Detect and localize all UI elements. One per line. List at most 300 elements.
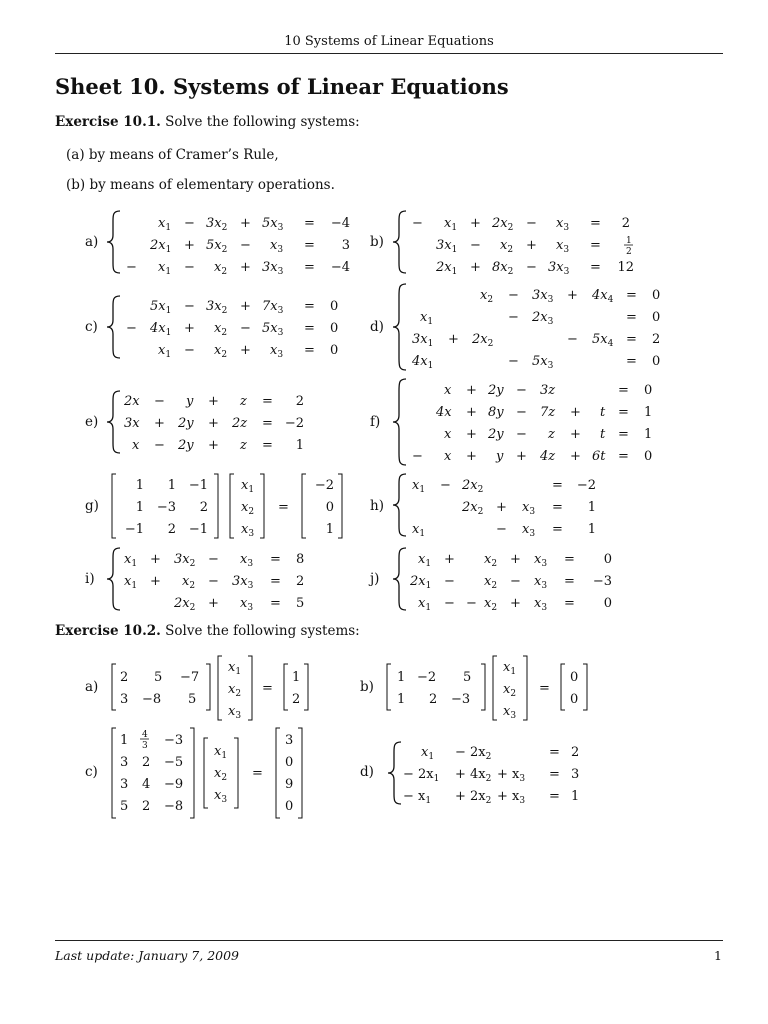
svg-text:0: 0 (330, 299, 339, 314)
svg-text:1: 1 (397, 692, 406, 707)
svg-text:8: 8 (296, 552, 305, 567)
svg-text:−2: −2 (417, 670, 437, 685)
svg-text:0: 0 (652, 354, 661, 369)
svg-text:+: + (526, 238, 537, 253)
svg-text:=: = (304, 321, 315, 336)
svg-text:−: − (154, 438, 165, 453)
svg-text:+: + (570, 449, 581, 464)
system-h (390, 472, 650, 542)
svg-text:=: = (304, 216, 315, 231)
label-c: c) (85, 764, 98, 780)
svg-text:x2: $x_2$ (228, 682, 242, 699)
svg-text:+: + (150, 552, 161, 567)
svg-text:−3: −3 (592, 574, 612, 589)
svg-text:1: 1 (644, 405, 653, 420)
svg-text:−: − (440, 478, 451, 493)
svg-text:2x2: $2x_2$ (472, 332, 494, 349)
svg-text:−: − (496, 522, 507, 537)
svg-text:x1: $x_1$ (158, 216, 172, 233)
svg-text:x2: $x_2$ (214, 321, 228, 338)
footer-rule (55, 940, 723, 941)
svg-text:12: 12 (617, 260, 634, 275)
svg-text:3x3: $3x_3$ (532, 288, 554, 305)
svg-text:−: − (466, 596, 477, 611)
svg-text:2: 2 (295, 394, 304, 409)
svg-text:+ x3: + $x_3$ (497, 789, 526, 806)
svg-text:+: + (154, 416, 165, 431)
svg-text:=: = (278, 500, 289, 515)
svg-text:x3: $x_3$ (241, 522, 255, 539)
svg-text:x1: $x_1$ (241, 478, 255, 495)
svg-text:2x2: $2x_2$ (462, 478, 484, 495)
svg-text:x1: $x_1$ (214, 744, 228, 761)
exercise-text: Solve the following systems: (165, 114, 360, 130)
svg-text:−8: −8 (142, 692, 162, 707)
svg-text:+: + (570, 405, 581, 420)
svg-text:+: + (184, 321, 195, 336)
running-header: 10 Systems of Linear Equations (284, 34, 494, 49)
svg-text:x1: $x_1$ (158, 260, 172, 277)
matrix-system-c (110, 726, 320, 826)
svg-text:−2: −2 (576, 478, 596, 493)
svg-text:2y: 2y (488, 383, 504, 398)
svg-text:=: = (549, 745, 560, 760)
svg-text:+: + (240, 260, 251, 275)
svg-text:3x2: $3x_2$ (206, 299, 228, 316)
svg-text:−1: −1 (188, 478, 208, 493)
svg-text:3x3: $3x_3$ (262, 260, 284, 277)
exercise-label: Exercise 10.1. (55, 114, 161, 130)
svg-text:3: 3 (341, 238, 350, 253)
svg-text:3x3: $3x_3$ (232, 574, 254, 591)
svg-text:y: y (186, 394, 194, 409)
svg-text:x2: $x_2$ (484, 552, 498, 569)
svg-text:−1: −1 (188, 522, 208, 537)
equation-system-svg (104, 294, 364, 360)
svg-text:3: 3 (120, 777, 129, 792)
svg-text:0: 0 (603, 596, 612, 611)
svg-text:9: 9 (285, 777, 294, 792)
svg-text:0: 0 (325, 500, 334, 515)
svg-text:−2: −2 (314, 478, 334, 493)
equation-system-svg (390, 209, 650, 275)
svg-text:=: = (552, 522, 563, 537)
svg-text:1: 1 (292, 670, 301, 685)
svg-text:− 2x2: − $2x_2$ (455, 745, 492, 762)
equation-system-svg (104, 389, 364, 455)
matrix-equation-svg (110, 726, 320, 822)
svg-text:x1: $x_1$ (503, 660, 517, 677)
svg-text:−: − (526, 260, 537, 275)
svg-text:4x1: $4x_1$ (412, 354, 434, 371)
svg-text:−: − (184, 343, 195, 358)
method-item-b: (b) by means of elementary operations. (66, 177, 335, 193)
svg-text:+: + (466, 405, 477, 420)
svg-text:−: − (516, 427, 527, 442)
svg-text:2z: 2z (232, 416, 248, 431)
svg-text:5: 5 (296, 596, 305, 611)
svg-text:=: = (564, 552, 575, 567)
svg-text:=: = (552, 478, 563, 493)
svg-text:−: − (508, 288, 519, 303)
svg-text:x3: $x_3$ (556, 238, 570, 255)
svg-text:−8: −8 (164, 799, 184, 814)
svg-text:=: = (549, 767, 560, 782)
svg-text:x1: $x_1$ (418, 596, 432, 613)
label-g: g) (85, 498, 99, 514)
svg-text:+ 4x2: + $4x_2$ (455, 767, 492, 784)
svg-text:0: 0 (603, 552, 612, 567)
svg-text:7x3: $7x_3$ (262, 299, 284, 316)
svg-text:3x1: $3x_1$ (412, 332, 434, 349)
svg-text:x2: $x_2$ (241, 500, 255, 517)
svg-text:x3: $x_3$ (228, 704, 242, 721)
svg-text:−5: −5 (164, 755, 184, 770)
svg-text:=: = (552, 500, 563, 515)
svg-text:+: + (448, 332, 459, 347)
svg-text:0: 0 (652, 288, 661, 303)
svg-text:2: 2 (142, 799, 151, 814)
system-a (104, 209, 364, 279)
svg-text:=: = (626, 332, 637, 347)
svg-text:7z: 7z (540, 405, 556, 420)
system-j (390, 546, 650, 616)
svg-text:x2: $x_2$ (182, 574, 196, 591)
svg-text:x1: $x_1$ (421, 745, 435, 762)
svg-text:=: = (626, 310, 637, 325)
matrix-system-a (110, 654, 310, 728)
svg-text:+: + (567, 288, 578, 303)
svg-text:5: 5 (120, 799, 129, 814)
svg-text:4x1: $4x_1$ (150, 321, 172, 338)
label-d: d) (370, 319, 384, 335)
svg-text:1: 1 (397, 670, 406, 685)
svg-text:4: 4 (142, 730, 148, 740)
svg-text:t: t (600, 427, 606, 442)
svg-text:−3: −3 (156, 500, 176, 515)
svg-text:2x1: $2x_1$ (410, 574, 432, 591)
svg-text:x3: $x_3$ (522, 500, 536, 517)
svg-text:+ 2x2: + $2x_2$ (455, 789, 492, 806)
svg-text:1: 1 (571, 789, 580, 804)
svg-text:5x3: $5x_3$ (532, 354, 554, 371)
svg-text:x2: $x_2$ (500, 238, 514, 255)
svg-text:3x2: $3x_2$ (174, 552, 196, 569)
svg-text:3z: 3z (540, 383, 556, 398)
svg-text:0: 0 (644, 449, 653, 464)
svg-text:2x1: $2x_1$ (150, 238, 172, 255)
svg-text:1: 1 (167, 478, 176, 493)
svg-text:1: 1 (587, 500, 596, 515)
svg-text:−: − (412, 449, 423, 464)
svg-text:3x2: $3x_2$ (206, 216, 228, 233)
label-a: a) (85, 679, 99, 695)
svg-text:2x2: $2x_2$ (492, 216, 514, 233)
svg-text:x3: $x_3$ (214, 788, 228, 805)
svg-text:x1: $x_1$ (412, 522, 426, 539)
svg-text:−: − (444, 574, 455, 589)
svg-text:+: + (208, 394, 219, 409)
svg-text:+: + (510, 596, 521, 611)
svg-text:+: + (466, 449, 477, 464)
equation-system-svg (390, 282, 680, 372)
svg-text:2: 2 (167, 522, 176, 537)
svg-text:x1: $x_1$ (124, 552, 138, 569)
label-d: d) (360, 764, 374, 780)
svg-text:0: 0 (330, 321, 339, 336)
exercise-label: Exercise 10.2. (55, 623, 161, 639)
svg-text:−: − (516, 383, 527, 398)
svg-text:3: 3 (120, 692, 129, 707)
svg-text:4z: 4z (540, 449, 556, 464)
svg-text:−: − (126, 321, 137, 336)
svg-text:− x1: − $x_1$ (403, 789, 432, 806)
svg-text:x: x (444, 383, 452, 398)
matrix-equation-svg (110, 654, 310, 724)
matrix-system-b (385, 654, 595, 728)
svg-text:1: 1 (626, 236, 632, 246)
svg-text:0: 0 (570, 670, 579, 685)
system-f (390, 377, 680, 471)
page-number: 1 (714, 948, 722, 963)
svg-text:=: = (590, 238, 601, 253)
svg-text:x3: $x_3$ (534, 596, 548, 613)
svg-text:x1: $x_1$ (158, 343, 172, 360)
svg-text:3x: 3x (124, 416, 140, 431)
svg-text:=: = (262, 394, 273, 409)
svg-text:2: 2 (626, 247, 632, 257)
svg-text:3: 3 (120, 755, 129, 770)
label-b: b) (370, 234, 384, 250)
svg-text:+: + (570, 427, 581, 442)
svg-text:=: = (618, 427, 629, 442)
label-e: e) (85, 414, 99, 430)
svg-text:x3: $x_3$ (534, 574, 548, 591)
svg-text:=: = (304, 299, 315, 314)
svg-text:−3: −3 (451, 692, 471, 707)
svg-text:5x3: $5x_3$ (262, 321, 284, 338)
svg-text:+ x3: + $x_3$ (497, 767, 526, 784)
svg-text:−: − (526, 216, 537, 231)
label-c: c) (85, 319, 98, 335)
svg-text:4: 4 (142, 777, 151, 792)
svg-text:+: + (466, 383, 477, 398)
svg-text:=: = (618, 405, 629, 420)
svg-text:−: − (516, 405, 527, 420)
svg-text:0: 0 (285, 799, 294, 814)
svg-text:=: = (564, 574, 575, 589)
svg-text:=: = (262, 681, 273, 696)
exercise-10-1-intro (55, 114, 360, 130)
svg-text:5x1: $5x_1$ (150, 299, 172, 316)
matrix-equation-svg (110, 472, 360, 542)
svg-text:x2: $x_2$ (484, 596, 498, 613)
svg-text:+: + (208, 596, 219, 611)
svg-text:−: − (184, 299, 195, 314)
svg-text:+: + (240, 343, 251, 358)
equation-system-svg (390, 377, 680, 467)
svg-text:4x4: $4x_4$ (592, 288, 614, 305)
svg-text:1: 1 (135, 500, 144, 515)
svg-text:x3: $x_3$ (556, 216, 570, 233)
svg-text:− 2x1: − $2x_1$ (403, 767, 440, 784)
svg-text:0: 0 (285, 755, 294, 770)
svg-text:+: + (150, 574, 161, 589)
svg-text:1: 1 (587, 522, 596, 537)
svg-text:=: = (304, 343, 315, 358)
svg-text:−4: −4 (330, 216, 350, 231)
svg-text:−7: −7 (180, 670, 200, 685)
svg-text:x2: $x_2$ (214, 343, 228, 360)
svg-text:+: + (470, 260, 481, 275)
system-b (390, 209, 650, 279)
equation-system-svg (390, 472, 650, 538)
svg-text:=: = (549, 789, 560, 804)
svg-text:−: − (126, 260, 137, 275)
svg-text:0: 0 (570, 692, 579, 707)
page-title: Sheet 10. Systems of Linear Equations (55, 74, 509, 99)
svg-text:1: 1 (325, 522, 334, 537)
svg-text:x: x (444, 449, 452, 464)
method-item-a: (a) by means of Cramer’s Rule, (66, 147, 279, 163)
svg-text:=: = (626, 288, 637, 303)
svg-text:x3: $x_3$ (503, 704, 517, 721)
svg-text:x2: $x_2$ (484, 574, 498, 591)
matrix-system-g (110, 472, 360, 546)
svg-text:=: = (618, 449, 629, 464)
svg-text:2: 2 (652, 332, 661, 347)
svg-text:1: 1 (295, 438, 304, 453)
svg-text:−: − (508, 354, 519, 369)
svg-text:x3: $x_3$ (522, 522, 536, 539)
svg-text:2y: 2y (178, 438, 194, 453)
equation-system-svg (390, 546, 650, 612)
equation-system-svg (385, 740, 605, 806)
svg-text:x3: $x_3$ (240, 596, 254, 613)
svg-text:x3: $x_3$ (534, 552, 548, 569)
svg-text:x2: $x_2$ (503, 682, 517, 699)
svg-text:+: + (444, 552, 455, 567)
svg-text:3: 3 (571, 767, 580, 782)
label-b: b) (360, 679, 374, 695)
svg-text:2: 2 (292, 692, 301, 707)
svg-text:−9: −9 (164, 777, 184, 792)
svg-text:−: − (208, 574, 219, 589)
label-a: a) (85, 234, 99, 250)
svg-text:6t: 6t (592, 449, 606, 464)
svg-text:−1: −1 (124, 522, 144, 537)
svg-text:2: 2 (571, 745, 580, 760)
svg-text:2y: 2y (178, 416, 194, 431)
svg-text:2: 2 (621, 216, 630, 231)
svg-text:3: 3 (142, 741, 148, 751)
svg-text:5: 5 (154, 670, 163, 685)
svg-text:+: + (496, 500, 507, 515)
svg-text:0: 0 (330, 343, 339, 358)
svg-text:5x3: $5x_3$ (262, 216, 284, 233)
svg-text:x3: $x_3$ (240, 552, 254, 569)
svg-text:+: + (208, 416, 219, 431)
label-i: i) (85, 571, 95, 587)
svg-text:=: = (252, 766, 263, 781)
system-d-10-2 (385, 740, 605, 810)
svg-text:+: + (208, 438, 219, 453)
system-e (104, 389, 364, 459)
svg-text:=: = (262, 438, 273, 453)
svg-text:−: − (184, 260, 195, 275)
svg-text:z: z (548, 427, 555, 442)
svg-text:=: = (590, 260, 601, 275)
equation-system-svg (104, 209, 364, 275)
svg-text:+: + (240, 216, 251, 231)
exercise-10-2-intro (55, 623, 360, 639)
svg-text:−: − (240, 238, 251, 253)
svg-text:=: = (262, 416, 273, 431)
matrix-equation-svg (385, 654, 595, 724)
svg-text:−: − (567, 332, 578, 347)
svg-text:+: + (510, 552, 521, 567)
svg-text:2: 2 (120, 670, 129, 685)
svg-text:x1: $x_1$ (228, 660, 242, 677)
svg-text:z: z (240, 394, 247, 409)
last-update: Last update: January 7, 2009 (55, 948, 240, 963)
svg-text:−: − (444, 596, 455, 611)
svg-text:−3: −3 (164, 733, 184, 748)
svg-text:=: = (590, 216, 601, 231)
system-c (104, 294, 364, 364)
svg-text:3x3: $3x_3$ (548, 260, 570, 277)
svg-text:+: + (516, 449, 527, 464)
svg-text:=: = (618, 383, 629, 398)
svg-text:1: 1 (135, 478, 144, 493)
svg-text:=: = (270, 552, 281, 567)
svg-text:x1: $x_1$ (412, 478, 426, 495)
svg-text:x2: $x_2$ (214, 260, 228, 277)
svg-text:x1: $x_1$ (124, 574, 138, 591)
svg-text:x1: $x_1$ (420, 310, 434, 327)
svg-text:−: − (240, 321, 251, 336)
svg-text:3x1: $3x_1$ (436, 238, 458, 255)
svg-text:+: + (184, 238, 195, 253)
exercise-text: Solve the following systems: (165, 623, 360, 639)
svg-text:−: − (510, 574, 521, 589)
svg-text:=: = (270, 574, 281, 589)
svg-text:z: z (240, 438, 247, 453)
svg-text:y: y (496, 449, 504, 464)
svg-text:x3: $x_3$ (270, 238, 284, 255)
svg-text:5: 5 (188, 692, 197, 707)
svg-text:=: = (626, 354, 637, 369)
svg-text:5x4: $5x_4$ (592, 332, 614, 349)
svg-text:4x: 4x (436, 405, 452, 420)
svg-text:2: 2 (142, 755, 151, 770)
svg-text:=: = (270, 596, 281, 611)
svg-text:+: + (466, 427, 477, 442)
svg-text:−: − (508, 310, 519, 325)
svg-text:x1: $x_1$ (418, 552, 432, 569)
svg-text:=: = (304, 260, 315, 275)
svg-text:2x2: $2x_2$ (462, 500, 484, 517)
svg-text:2: 2 (199, 500, 208, 515)
svg-text:2: 2 (296, 574, 305, 589)
header-rule (55, 53, 723, 54)
svg-text:2x1: $2x_1$ (436, 260, 458, 277)
system-i (104, 546, 364, 616)
svg-text:=: = (304, 238, 315, 253)
label-h: h) (370, 498, 384, 514)
svg-text:x3: $x_3$ (270, 343, 284, 360)
svg-text:x: x (132, 438, 140, 453)
